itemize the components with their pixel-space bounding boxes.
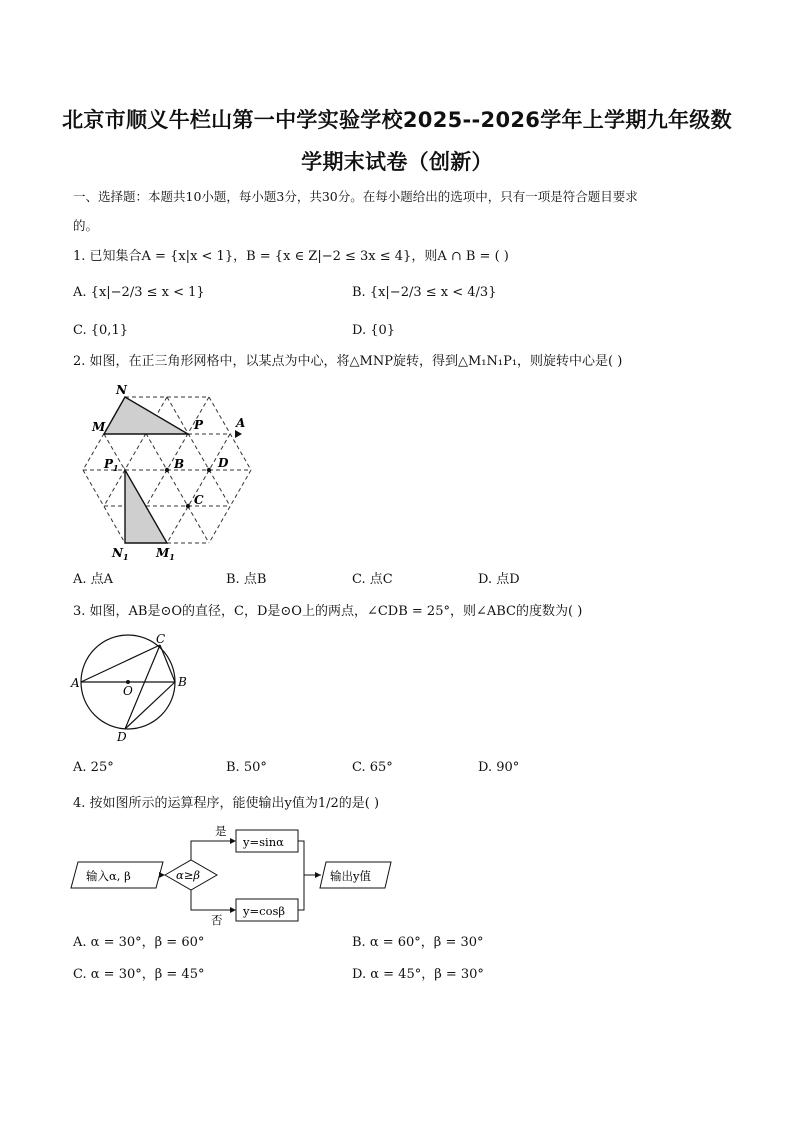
q4-option-a — [73, 934, 204, 952]
option-label: B. — [352, 285, 366, 300]
option-text: α = 60°，β = 30° — [369, 935, 484, 950]
triangle-grid-figure — [70, 380, 270, 565]
label-n1: $N_1$ — [112, 546, 129, 562]
option-text: α = 30°，β = 45° — [90, 967, 205, 982]
option-text: 点D — [496, 572, 520, 587]
option-text: 25° — [90, 760, 114, 775]
option-text: 点B — [243, 572, 267, 587]
point-c — [186, 504, 190, 508]
option-text: {0} — [370, 323, 396, 338]
question-1-stem: 1. 已知集合A = {x|x < 1}，B = {x ∈ Z|−2 ≤ 3x ≤ 4}，则A ∩ B = ( ) — [73, 249, 509, 264]
output-label: 输出y值 — [330, 869, 371, 883]
question-3-stem: 3. 如图，AB是⊙O的直径，C，D是⊙O上的两点，∠CDB = 25°，则∠ABC的度数为( ) — [73, 604, 583, 619]
label-c: C — [156, 632, 166, 646]
option-label: B. — [352, 935, 366, 950]
label-b: B — [178, 675, 187, 689]
label-o: O — [123, 684, 133, 698]
yes-box-label: y=sinα — [243, 835, 284, 849]
option-label: B. — [226, 572, 240, 587]
option-label: B. — [226, 760, 240, 775]
option-label: D. — [352, 323, 367, 338]
option-label: C. — [73, 967, 87, 982]
yes-label: 是 — [215, 824, 227, 838]
arrow-icon — [230, 838, 236, 844]
option-label: A. — [73, 572, 87, 587]
q3-option-c — [352, 759, 393, 777]
option-label: D. — [478, 572, 493, 587]
label-a: A — [71, 676, 80, 690]
option-label: A. — [73, 935, 87, 950]
option-text: 65° — [369, 760, 393, 775]
q1-option-d — [352, 322, 395, 340]
q1-option-b — [352, 284, 496, 302]
point-d — [207, 468, 211, 472]
option-label: D. — [478, 760, 493, 775]
label-n: N — [116, 383, 127, 397]
label-m1: $M_1$ — [156, 546, 175, 562]
q3-option-d — [478, 759, 519, 777]
arrow-icon — [159, 872, 165, 878]
page-title: 北京市顺义牛栏山第一中学实验学校2025--2026学年上学期九年级数 — [62, 108, 732, 132]
label-p1: $P_1$ — [104, 457, 119, 473]
label-d: D — [117, 730, 127, 744]
arrow-icon — [230, 907, 236, 913]
q3-option-b — [226, 759, 267, 777]
q4-option-b — [352, 934, 484, 952]
option-label: C. — [352, 572, 366, 587]
label-m: M — [92, 420, 106, 434]
q4-option-c — [73, 966, 204, 984]
point-b — [165, 468, 169, 472]
no-label: 否 — [211, 913, 223, 927]
label-p: P — [194, 418, 204, 432]
label-b: B — [174, 457, 185, 471]
q2-option-c — [352, 571, 393, 589]
arrow-icon — [235, 430, 242, 438]
option-text: {x|−2/3 ≤ x < 1} — [90, 285, 205, 300]
option-text: 点C — [369, 572, 393, 587]
chord-cb — [160, 645, 175, 682]
option-text: 90° — [496, 760, 520, 775]
question-2-stem: 2. 如图，在正三角形网格中，以某点为中心，将△MNP旋转，得到△M₁N₁P₁，则旋转中心是( ) — [73, 354, 623, 369]
circle-figure — [68, 632, 198, 744]
label-a: A — [236, 416, 246, 430]
page-title-line2: 学期末试卷（创新） — [301, 150, 493, 174]
label-d: D — [218, 456, 229, 470]
option-text: 点A — [90, 572, 114, 587]
q1-option-c — [73, 322, 128, 340]
no-box-label: y=cosβ — [243, 904, 286, 918]
section-instructions: 一、选择题：本题共10小题，每小题3分，共30分。在每小题给出的选项中，只有一项是符合题目要求 — [73, 189, 638, 204]
input-label: 输入α, β — [86, 869, 131, 883]
option-text: α = 30°，β = 60° — [90, 935, 205, 950]
question-4-stem: 4. 按如图所示的运算程序，能使输出y值为1/2的是( ) — [73, 796, 380, 811]
option-label: C. — [73, 323, 87, 338]
option-text: α = 45°，β = 30° — [370, 967, 484, 982]
option-label: C. — [352, 760, 366, 775]
condition-label: α≥β — [176, 868, 201, 882]
q2-option-b — [226, 571, 266, 589]
label-c: C — [194, 493, 204, 507]
q2-option-d — [478, 571, 520, 589]
q3-option-a — [73, 759, 114, 777]
option-label: A. — [73, 285, 87, 300]
section-instructions-cont: 的。 — [73, 218, 99, 233]
triangle-mnp — [104, 397, 188, 434]
arrow-icon — [315, 872, 321, 878]
option-text: 50° — [243, 760, 267, 775]
option-label: A. — [73, 760, 87, 775]
option-text: {x|−2/3 ≤ x < 4/3} — [369, 285, 497, 300]
q2-option-a — [73, 571, 113, 589]
q4-option-d — [352, 966, 484, 984]
flowchart-figure — [68, 820, 398, 930]
option-text: {0,1} — [90, 323, 128, 338]
option-label: D. — [352, 967, 367, 982]
q1-option-a — [73, 284, 205, 302]
